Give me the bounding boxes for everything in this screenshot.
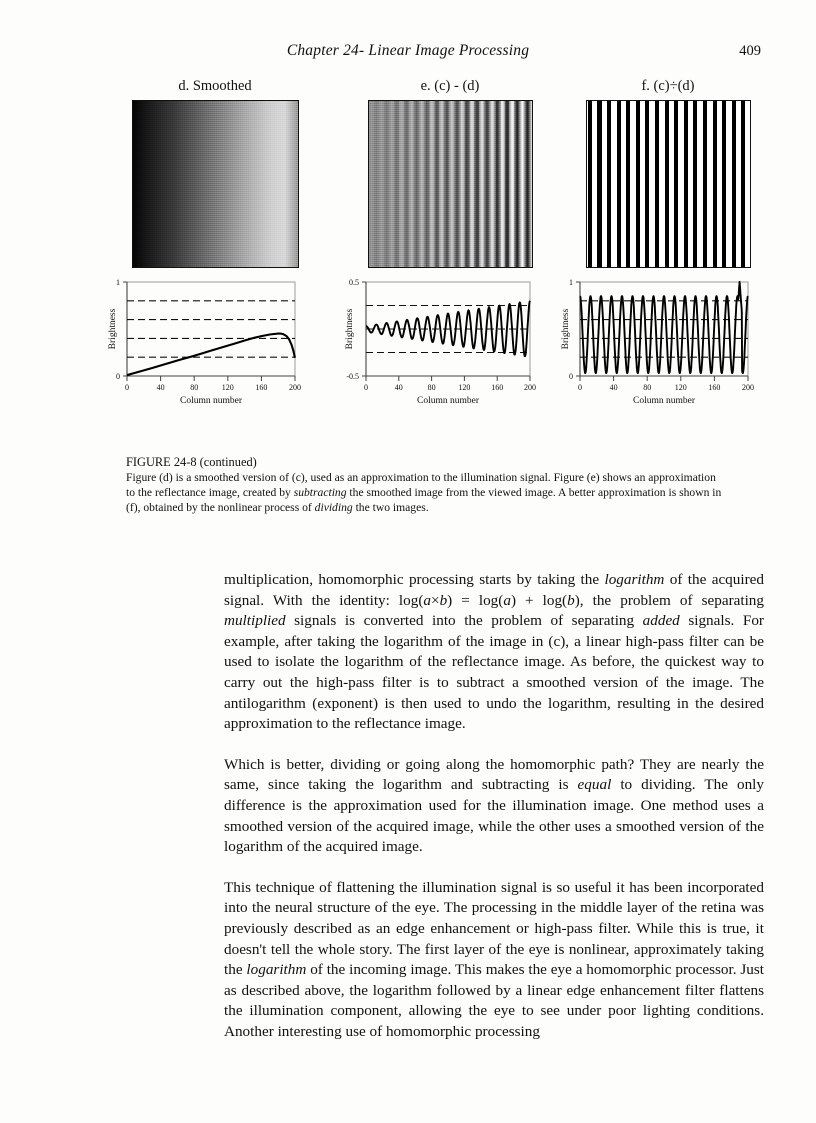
svg-text:120: 120 xyxy=(674,383,687,392)
panel-d-image xyxy=(132,100,299,268)
svg-text:-0.5: -0.5 xyxy=(346,372,359,381)
svg-text:1: 1 xyxy=(569,278,573,287)
svg-text:200: 200 xyxy=(289,383,301,392)
figure-panel-f xyxy=(558,76,778,422)
p1-text-d: ) = log( xyxy=(447,591,504,609)
p3-text-a: This technique of flattening the illumination signal is so useful it has been incorporated into the neural structure of the eye. The processing in the middle layer of the retina was previously described as an edge enhancement or high-pass filter. While this is true, it doesn't tell the whole story. The first layer of the eye is nonlinear, approximately taking the xyxy=(224,878,764,979)
svg-text:Column number: Column number xyxy=(632,396,696,406)
p3-text-b: of the incoming image. This makes the eye a homomorphic processor. Just as described above, the logarithm followed by a linear edge enhancement filter flattens the illumination component, allowing the eye to see under poor lighting conditions. Another interesting use of homomorphic processing xyxy=(224,961,765,1040)
svg-text:80: 80 xyxy=(190,383,199,392)
p1-times-symbol: × xyxy=(430,591,440,609)
p2-italic-equal: equal xyxy=(577,776,612,794)
image-noise-texture xyxy=(133,101,298,267)
panel-e-plot xyxy=(340,276,560,422)
svg-text:40: 40 xyxy=(156,383,165,392)
svg-text:120: 120 xyxy=(221,383,234,392)
svg-text:0.5: 0.5 xyxy=(349,278,359,287)
svg-text:0: 0 xyxy=(578,383,582,392)
p1-italic-logarithm: logarithm xyxy=(604,571,665,588)
caption-text-1: Figure (d) is a smoothed version of (c), used as an approximation to the illumination signal. Figure (e) shows an approximation to the reflectance image, created by xyxy=(126,471,716,499)
caption-italic-dividing: dividing xyxy=(314,501,353,514)
p1-text-h: signals. For example, after taking the logarithm of the image in (c), a linear high-pass filter can be used to isolate the logarithm of the reflectance image. As before, the quickest way to carry out the high-pass filter is to subtract a smoothed version of the image. The antilogarithm (exponent) is then used to undo the logarithm, resulting in the desired approximation to the reflectance image. xyxy=(224,612,764,733)
paragraph-2 xyxy=(224,755,764,858)
svg-text:0: 0 xyxy=(125,383,129,392)
p1-text-a: multiplication, homomorphic processing starts by taking the xyxy=(224,571,605,588)
p1-text-f: ), the problem of separating xyxy=(574,591,764,609)
chapter-title: Chapter 24- Linear Image Processing xyxy=(286,42,530,59)
figure-24-8 xyxy=(0,76,816,446)
paragraph-1 xyxy=(224,570,764,735)
image-noise-texture xyxy=(587,101,750,267)
caption-text-3: the two images. xyxy=(352,501,429,514)
svg-text:160: 160 xyxy=(491,383,504,392)
svg-text:200: 200 xyxy=(742,383,754,392)
panel-d-title: d. Smoothed xyxy=(178,78,252,94)
figure-panel-d xyxy=(105,76,325,422)
p3-italic-logarithm: logarithm xyxy=(246,961,307,979)
panel-d-svg xyxy=(105,276,325,422)
svg-text:40: 40 xyxy=(609,383,618,392)
panel-d-plot xyxy=(105,276,325,422)
page-number: 409 xyxy=(739,43,761,59)
svg-text:160: 160 xyxy=(708,383,721,392)
svg-text:80: 80 xyxy=(427,383,436,392)
p1-italic-b2: b xyxy=(567,591,575,609)
caption-italic-subtracting: subtracting xyxy=(293,486,347,499)
svg-text:Brightness: Brightness xyxy=(561,308,571,350)
panel-e-svg xyxy=(340,276,560,422)
svg-text:80: 80 xyxy=(643,383,652,392)
svg-text:Column number: Column number xyxy=(179,396,243,406)
svg-text:160: 160 xyxy=(255,383,268,392)
page-header xyxy=(0,42,816,64)
p1-italic-b1: b xyxy=(439,591,448,609)
svg-text:Brightness: Brightness xyxy=(108,308,118,350)
svg-text:0: 0 xyxy=(116,372,120,381)
svg-text:120: 120 xyxy=(458,383,471,392)
p2-text-a: Which is better, dividing or going along the homomorphic path? They are nearly the same, since taking the logarithm and subtracting is xyxy=(224,755,764,794)
figure-caption-title: FIGURE 24-8 (continued) xyxy=(126,455,257,469)
p1-text-e: ) + log( xyxy=(510,591,568,609)
svg-text:1: 1 xyxy=(116,278,120,287)
p1-italic-a1: a xyxy=(423,591,431,609)
svg-text:Brightness: Brightness xyxy=(345,308,355,350)
p1-italic-added: added xyxy=(642,612,680,630)
svg-text:200: 200 xyxy=(524,383,536,392)
figure-panel-e xyxy=(340,76,560,422)
panel-f-plot xyxy=(558,276,778,422)
caption-text-2: the smoothed image from the viewed image. A better approximation is shown in (f), obtained by the nonlinear process of xyxy=(126,486,722,514)
svg-text:40: 40 xyxy=(394,383,403,392)
figure-caption-body xyxy=(126,470,726,515)
p2-text-b: to dividing. The only difference is the approximation used for the illumination image. One method uses a smoothed version of the acquired image, while the other uses a smoothed version of the logarithm of the acquired image. xyxy=(224,776,764,856)
svg-text:0: 0 xyxy=(569,372,573,381)
p1-italic-a2: a xyxy=(503,591,511,609)
svg-text:Column number: Column number xyxy=(416,396,480,406)
panel-f-svg xyxy=(558,276,778,422)
p1-text-b: of the acquired signal. With the identity: log( xyxy=(224,571,764,609)
body-text xyxy=(224,570,764,1042)
paragraph-3 xyxy=(224,878,764,1043)
panel-f-title: f. (c)÷(d) xyxy=(641,78,695,94)
p1-text-g: signals is converted into the problem of separating xyxy=(285,612,643,630)
svg-text:0: 0 xyxy=(364,383,368,392)
p1-italic-multiplied: multiplied xyxy=(224,612,286,630)
panel-e-image xyxy=(368,100,533,268)
panel-e-title: e. (c) - (d) xyxy=(420,78,480,94)
figure-caption xyxy=(126,455,726,515)
panel-f-image xyxy=(586,100,751,268)
image-noise-texture xyxy=(369,101,532,267)
